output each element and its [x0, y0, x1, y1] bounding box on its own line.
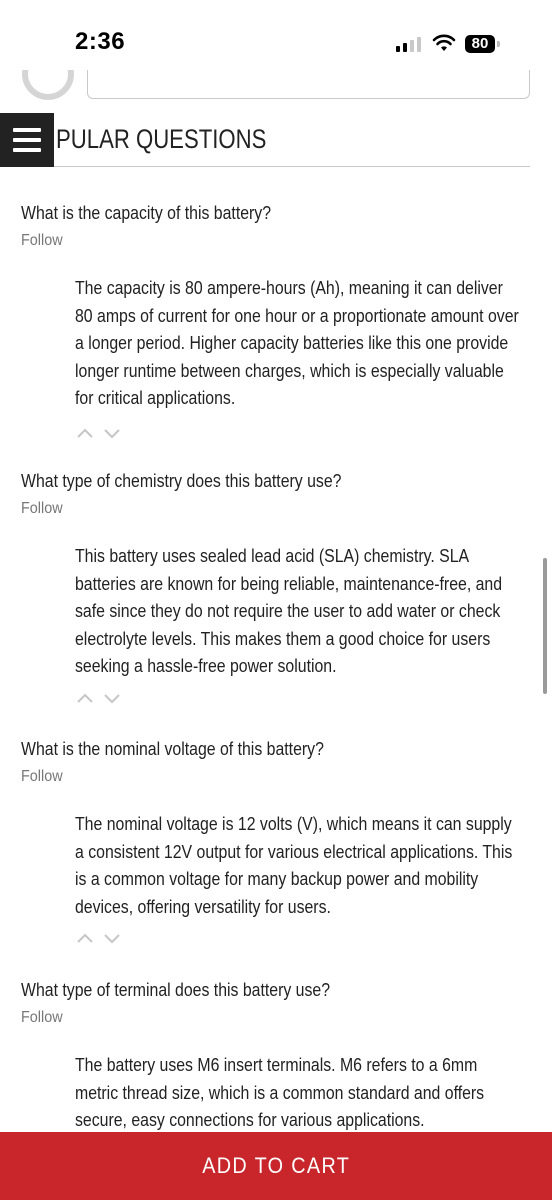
scrollbar[interactable] — [543, 558, 547, 694]
upvote-icon[interactable] — [76, 424, 94, 442]
status-time: 2:36 — [75, 28, 126, 55]
vote-controls — [76, 424, 126, 442]
question-text: What type of terminal does this battery use? — [21, 980, 331, 1000]
answer-text: The nominal voltage is 12 volts (V), which means it can supply a consistent 12V output for various electrical applications. This is a common voltage for many backup power and mobility devices, offering versatility for users. — [75, 814, 513, 917]
answer-text: The battery uses M6 insert terminals. M6 refers to a 6mm metric thread size, which is a common standard and offers secure, easy connections for various applications. — [75, 1055, 485, 1130]
downvote-icon[interactable] — [103, 424, 121, 442]
follow-link[interactable]: Follow — [21, 1009, 63, 1026]
upvote-icon[interactable] — [76, 689, 94, 707]
menu-icon[interactable] — [0, 113, 54, 167]
wifi-icon — [432, 34, 456, 52]
follow-link[interactable]: Follow — [21, 768, 63, 785]
vote-controls — [76, 929, 126, 947]
vote-controls — [76, 689, 126, 707]
signal-icon — [396, 36, 424, 52]
follow-link[interactable]: Follow — [21, 500, 63, 517]
answer-text: This battery uses sealed lead acid (SLA) chemistry. SLA batteries are known for being reliable, maintenance-free, and safe since they do not require the user to add water or check electrolyte levels. This makes them a good choice for users seeking a hassle-free power solution. — [75, 546, 503, 676]
question-text: What type of chemistry does this battery use? — [21, 471, 342, 491]
status-bar — [0, 0, 552, 70]
downvote-icon[interactable] — [103, 929, 121, 947]
question-text: What is the capacity of this battery? — [21, 203, 272, 223]
follow-link[interactable]: Follow — [21, 232, 63, 249]
section-title: PULAR QUESTIONS — [56, 124, 267, 154]
section-divider — [22, 166, 530, 167]
upvote-icon[interactable] — [76, 929, 94, 947]
question-text: What is the nominal voltage of this battery? — [21, 739, 324, 759]
add-to-cart-label: ADD TO CART — [202, 1153, 350, 1178]
battery-tip — [497, 41, 500, 47]
downvote-icon[interactable] — [103, 689, 121, 707]
add-to-cart-button[interactable] — [0, 1132, 552, 1200]
battery-icon: 80 — [465, 35, 495, 53]
answer-text: The capacity is 80 ampere-hours (Ah), meaning it can deliver 80 amps of current for one hour or a proportionate amount over a longer period. Higher capacity batteries like this one provide longer runtime between charges, which is especially valuable for critical applications. — [75, 278, 519, 408]
